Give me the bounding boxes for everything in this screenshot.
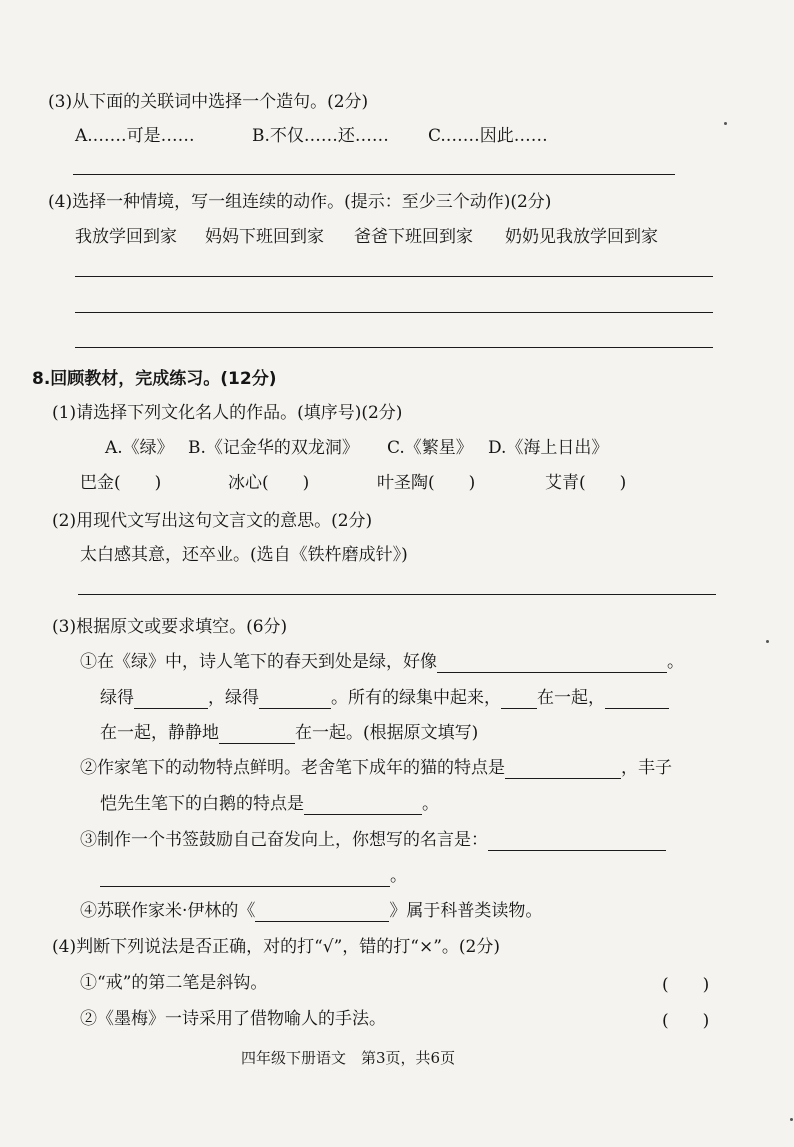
answer-line[interactable] <box>75 312 713 313</box>
q8-part2-label: (2)用现代文写出这句文言文的意思。(2分) <box>52 511 373 531</box>
scan-speck <box>790 1118 793 1121</box>
q7-part3-label: (3)从下面的关联词中选择一个造句。(2分) <box>48 92 369 112</box>
q7-part4-label: (4)选择一种情境，写一组连续的动作。(提示：至少三个动作)(2分) <box>48 192 552 212</box>
fill-blank[interactable] <box>505 760 621 779</box>
q8-work-a: A.《绿》 <box>105 438 174 458</box>
q8-item1-line2: 绿得 ，绿得 。所有的绿集中起来， 在一起， <box>100 687 669 709</box>
q8-part4-label: (4)判断下列说法是否正确，对的打“√”，错的打“×”。(2分) <box>52 937 501 957</box>
judge-answer-2[interactable]: ( ) <box>662 1011 710 1031</box>
q8-item2-line2: 恺先生笔下的白鹅的特点是 。 <box>100 794 439 814</box>
fill-blank[interactable] <box>605 690 669 709</box>
fill-blank[interactable] <box>488 832 666 851</box>
fill-blank[interactable] <box>219 725 295 744</box>
q8-item1-line1: ①在《绿》中，诗人笔下的春天到处是绿，好像 。 <box>80 652 684 672</box>
q8-author-aiqing[interactable]: 艾青( ) <box>545 473 627 493</box>
fill-blank[interactable] <box>437 654 667 673</box>
q8-item3-line2: 。 <box>100 865 407 887</box>
q8-classical-sentence: 太白感其意，还卒业。(选自《铁杵磨成针》) <box>80 545 408 565</box>
q8-item3-line1: ③制作一个书签鼓励自己奋发向上，你想写的名言是： <box>80 829 666 851</box>
answer-line[interactable] <box>75 276 713 277</box>
fill-blank[interactable] <box>501 690 537 709</box>
q8-work-c: C.《繁星》 <box>387 438 473 458</box>
fill-blank[interactable] <box>304 796 422 815</box>
answer-line[interactable] <box>73 174 675 175</box>
q8-item2-line1: ②作家笔下的动物特点鲜明。老舍笔下成年的猫的特点是 ，丰子 <box>80 758 672 778</box>
answer-line[interactable] <box>75 347 713 348</box>
judge-statement-1: ①“戒”的第二笔是斜钩。 <box>80 973 268 993</box>
q7-option-a: A.……可是…… <box>75 126 195 146</box>
answer-line[interactable] <box>78 594 716 595</box>
page-footer: 四年级下册语文 第3页，共6页 <box>241 1049 456 1067</box>
q8-item4: ④苏联作家米·伊林的《 》属于科普类读物。 <box>80 901 543 921</box>
judge-answer-1[interactable]: ( ) <box>662 975 710 995</box>
q8-work-b: B.《记金华的双龙洞》 <box>188 438 359 458</box>
fill-blank[interactable] <box>100 868 390 887</box>
q7-option-b: B.不仅……还…… <box>252 126 389 146</box>
q7-scene-1: 我放学回到家 <box>75 227 177 247</box>
q8-author-yeshengtao[interactable]: 叶圣陶( ) <box>377 473 476 493</box>
q8-item1-line3: 在一起，静静地 在一起。(根据原文填写) <box>100 723 479 743</box>
fill-blank[interactable] <box>134 690 208 709</box>
q8-title: 8.回顾教材，完成练习。(12分) <box>32 369 277 389</box>
q8-part3-label: (3)根据原文或要求填空。(6分) <box>52 617 288 637</box>
fill-blank[interactable] <box>259 690 331 709</box>
q8-part1-label: (1)请选择下列文化名人的作品。(填序号)(2分) <box>52 403 403 423</box>
fill-blank[interactable] <box>255 903 389 922</box>
q8-work-d: D.《海上日出》 <box>488 438 609 458</box>
scan-speck <box>724 122 727 125</box>
q8-author-bajin[interactable]: 巴金( ) <box>80 473 162 493</box>
q8-author-bingxin[interactable]: 冰心( ) <box>228 473 310 493</box>
q7-scene-3: 爸爸下班回到家 <box>354 227 473 247</box>
q7-scene-4: 奶奶见我放学回到家 <box>505 227 658 247</box>
q7-scene-2: 妈妈下班回到家 <box>205 227 324 247</box>
q7-option-c: C.……因此…… <box>428 126 548 146</box>
judge-statement-2: ②《墨梅》一诗采用了借物喻人的手法。 <box>80 1009 386 1029</box>
scan-speck <box>766 640 769 643</box>
